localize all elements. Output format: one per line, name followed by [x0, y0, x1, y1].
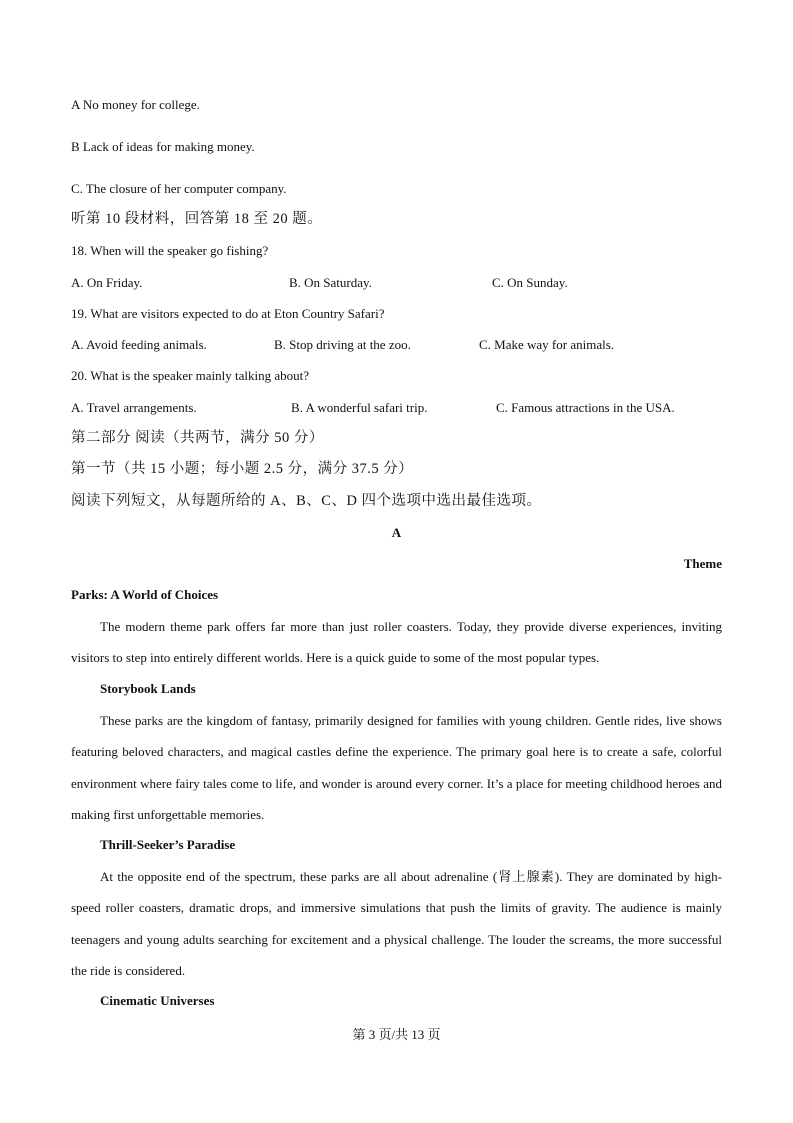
q17-option-c: C. The closure of her computer company.	[71, 181, 287, 196]
q20-question: 20. What is the speaker mainly talking about?	[71, 368, 310, 383]
section10-instruction: 听第 10 段材料，回答第 18 至 20 题。	[71, 211, 323, 227]
part2-heading: 第二部分 阅读（共两节，满分 50 分）	[71, 430, 324, 446]
q17-option-b: B Lack of ideas for making money.	[71, 139, 255, 154]
section-heading-cinematic: Cinematic Universes	[100, 993, 215, 1008]
q18-option-c: C. On Sunday.	[492, 275, 568, 290]
passage-title-line2: Parks: A World of Choices	[71, 587, 219, 602]
q19-option-c: C. Make way for animals.	[479, 337, 615, 352]
section-body-thrill: At the opposite end of the spectrum, these parks are all about adrenaline (肾上腺素). They are dominated by high-speed roller coasters, dramatic drops, and immersive simulations that push the limits of gravity. The audience is mainly teenagers and young adults searching for excitement and a physical challenge. The louder the screams, the more successful the ride is considered.	[71, 869, 722, 978]
q17-option-a: A No money for college.	[71, 97, 200, 112]
q18-question: 18. When will the speaker go fishing?	[71, 243, 269, 258]
passage-intro: The modern theme park offers far more than just roller coasters. Today, they provide diverse experiences, inviting visitors to step into entirely different worlds. Here is a quick guide to some of the most popular types.	[71, 619, 722, 666]
section-heading-storybook: Storybook Lands	[100, 681, 196, 696]
q20-option-a: A. Travel arrangements.	[71, 400, 197, 415]
q20-option-b: B. A wonderful safari trip.	[291, 400, 428, 415]
q18-option-b: B. On Saturday.	[289, 275, 372, 290]
reading-instruction: 阅读下列短文，从每题所给的 A、B、C、D 四个选项中选出最佳选项。	[71, 493, 542, 509]
passage-title-line1: Theme	[683, 556, 722, 571]
page-footer: 第 3 页/共 13 页	[352, 1027, 441, 1042]
q19-question: 19. What are visitors expected to do at Eton Country Safari?	[71, 306, 385, 321]
passage-label: A	[391, 525, 402, 540]
q19-option-b: B. Stop driving at the zoo.	[274, 337, 411, 352]
q19-option-a: A. Avoid feeding animals.	[71, 337, 207, 352]
section1-heading: 第一节（共 15 小题；每小题 2.5 分，满分 37.5 分）	[71, 461, 414, 477]
section-heading-thrill: Thrill-Seeker’s Paradise	[100, 837, 236, 852]
q20-option-c: C. Famous attractions in the USA.	[496, 400, 675, 415]
section-body-storybook: These parks are the kingdom of fantasy, primarily designed for families with young children. Gentle rides, live shows featuring beloved characters, and magical castles define the experience. The primary goal here is to create a safe, colorful environment where fairy tales come to life, and wonder is around every corner. It’s a place for meeting childhood heroes and making first unforgettable memories.	[71, 713, 722, 822]
q18-option-a: A. On Friday.	[71, 275, 143, 290]
